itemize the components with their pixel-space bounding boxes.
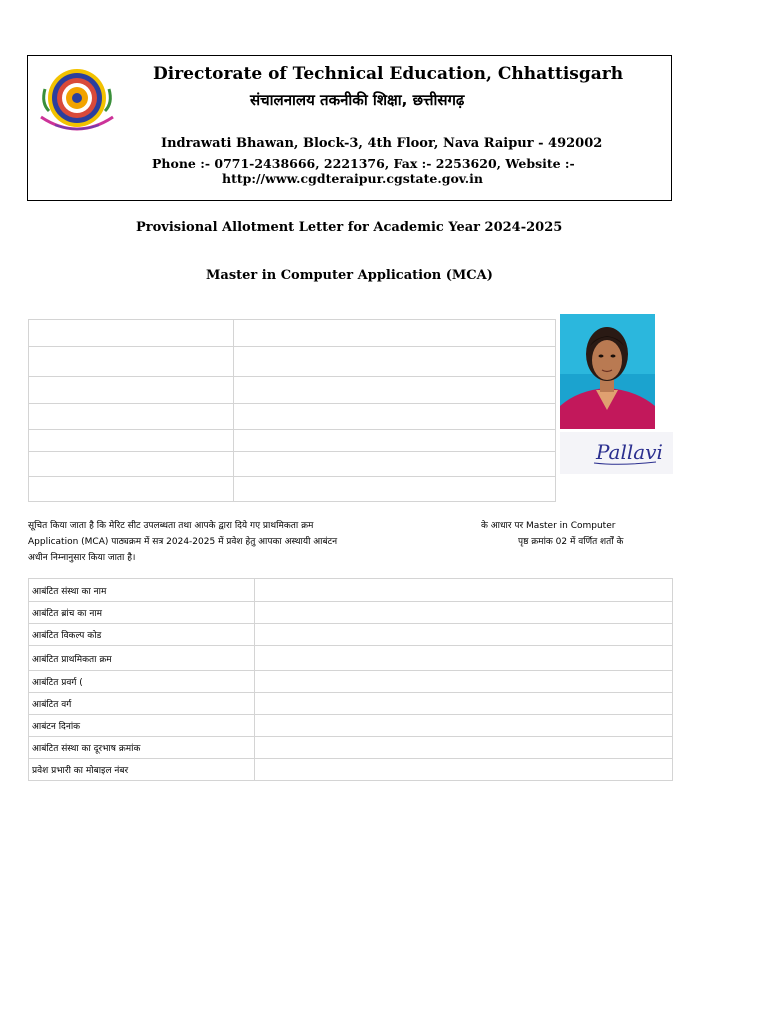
table-row [29, 759, 673, 781]
allotment-label: आबंटित प्रवर्ग ( [29, 671, 255, 693]
info-label-cell [29, 452, 234, 477]
info-value-cell [234, 320, 556, 347]
table-row [29, 737, 673, 759]
info-label-cell [29, 430, 234, 452]
table-row [29, 715, 673, 737]
allotment-label: आबंटित संस्था का नाम [29, 579, 255, 602]
info-value-cell [234, 347, 556, 377]
signature-text: Pallavi [596, 440, 663, 464]
allotment-details-table [28, 578, 673, 781]
table-row [29, 671, 673, 693]
allotment-value [255, 579, 673, 602]
allotment-value [255, 602, 673, 624]
directorate-address: Indrawati Bhawan, Block-3, 4th Floor, Nava Raipur - 492002 [161, 136, 603, 151]
info-value-cell [234, 377, 556, 404]
allotment-label: आबंटित प्राथमिकता क्रम [29, 646, 255, 671]
table-row [29, 693, 673, 715]
paragraph-line-2b: पृष्ठ क्रमांक 02 में वर्णित शर्तों के [518, 537, 624, 547]
paragraph-line-3: अधीन निम्नानुसार किया जाता है। [28, 553, 136, 563]
table-row [29, 377, 556, 404]
table-row [29, 452, 556, 477]
website-link[interactable]: http://www.cgdteraipur.cgstate.gov.in [222, 171, 483, 186]
table-row [29, 320, 556, 347]
info-value-cell [234, 452, 556, 477]
allotment-paragraph [28, 518, 668, 566]
dte-logo-icon [35, 65, 119, 137]
info-value-cell [234, 430, 556, 452]
info-label-cell [29, 377, 234, 404]
table-row [29, 404, 556, 430]
allotment-value [255, 737, 673, 759]
table-row [29, 579, 673, 602]
info-value-cell [234, 477, 556, 502]
allotment-value [255, 715, 673, 737]
info-label-cell [29, 404, 234, 430]
table-row [29, 602, 673, 624]
table-row [29, 430, 556, 452]
letter-title: Provisional Allotment Letter for Academic Year 2024-2025 [136, 220, 563, 235]
allotment-label: आबंटित विकल्प कोड [29, 624, 255, 646]
info-label-cell [29, 320, 234, 347]
allotment-label: आबंटन दिनांक [29, 715, 255, 737]
contact-line: Phone :- 0771-2438666, 2221376, Fax :- 2253620, Website :- [152, 156, 575, 171]
signature-image [560, 432, 673, 474]
info-label-cell [29, 477, 234, 502]
table-row [29, 646, 673, 671]
allotment-label: आबंटित ब्रांच का नाम [29, 602, 255, 624]
table-row [29, 347, 556, 377]
allotment-value [255, 624, 673, 646]
paragraph-line-1b: के आधार पर Master in Computer [481, 521, 616, 531]
allotment-label: आबंटित संस्था का दूरभाष क्रमांक [29, 737, 255, 759]
header-box [27, 55, 672, 201]
candidate-photo [560, 314, 655, 429]
allotment-value [255, 693, 673, 715]
info-label-cell [29, 347, 234, 377]
allotment-label: प्रवेश प्रभारी का मोबाइल नंबर [29, 759, 255, 781]
candidate-info-table [28, 319, 556, 502]
allotment-value [255, 671, 673, 693]
paragraph-line-2a: Application (MCA) पाठ्यक्रम में सत्र 2024-2025 में प्रवेश हेतु आपका अस्थायी आबंटन [28, 537, 338, 547]
table-row [29, 477, 556, 502]
directorate-title: Directorate of Technical Education, Chhattisgarh [153, 64, 624, 84]
directorate-title-hindi: संचालनालय तकनीकी शिक्षा, छत्तीसगढ़ [250, 91, 465, 109]
table-row [29, 624, 673, 646]
allotment-value [255, 759, 673, 781]
info-value-cell [234, 404, 556, 430]
course-title: Master in Computer Application (MCA) [206, 268, 493, 283]
allotment-value [255, 646, 673, 671]
paragraph-line-1a: सूचित किया जाता है कि मेरिट सीट उपलब्धता तथा आपके द्वारा दिये गए प्राथमिकता क्रम [28, 521, 314, 531]
allotment-label: आबंटित वर्ग [29, 693, 255, 715]
